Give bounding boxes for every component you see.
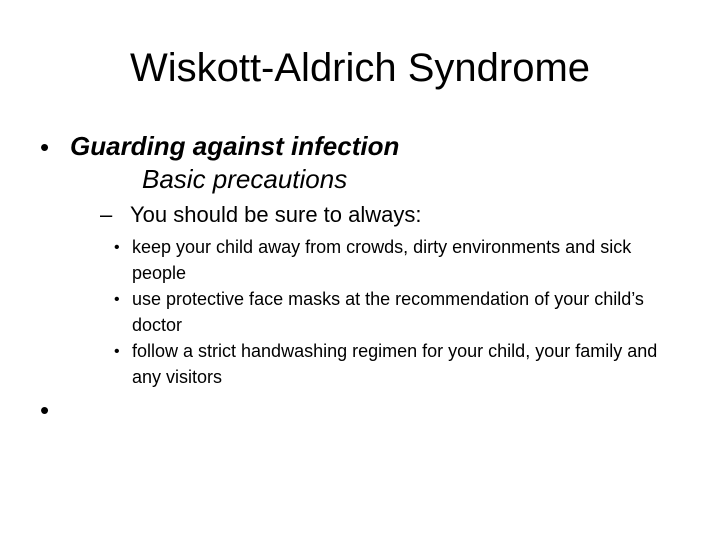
section-heading: Guarding against infection bbox=[70, 131, 400, 161]
bullet-marker: • bbox=[114, 343, 120, 360]
precaution-item: follow a strict handwashing regimen for your child, your family and any visitors bbox=[132, 341, 658, 387]
instruction-text: You should be sure to always: bbox=[130, 202, 422, 227]
dash-marker: – bbox=[100, 202, 113, 227]
bullet-marker: • bbox=[114, 239, 120, 256]
bullet-marker: • bbox=[114, 291, 120, 308]
section-subheading: Basic precautions bbox=[142, 164, 348, 194]
empty-bullet-marker: • bbox=[40, 395, 50, 425]
precaution-item: keep your child away from crowds, dirty environments and sick people bbox=[132, 237, 632, 283]
slide-title: Wiskott-Aldrich Syndrome bbox=[129, 46, 591, 90]
bullet-marker: • bbox=[40, 132, 50, 162]
precaution-item: use protective face masks at the recommendation of your child’s doctor bbox=[132, 289, 644, 335]
